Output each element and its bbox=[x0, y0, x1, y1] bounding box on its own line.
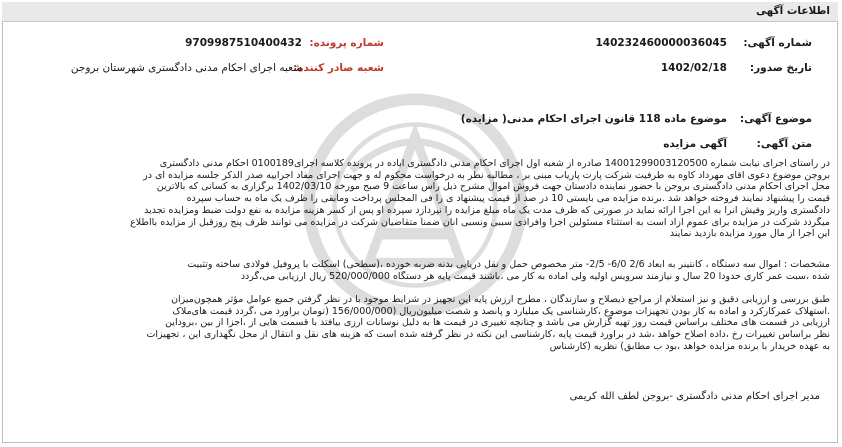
case-number-label: شماره پرونده: bbox=[309, 37, 384, 49]
issue-date-value: 1402/02/18 bbox=[660, 62, 727, 74]
paragraph-line: محل اجرای احکام مدنی دادگستری بروجن با حضور نماینده دادستان جهت فروش اموال مشرح ذیل راس ساعت 9 صبح مورخه 1402/03/10 برگزاری به کسانی که بالاترین bbox=[156, 181, 830, 193]
issuer-value: شعبه اجرای احکام مدنی دادگستری شهرستان بروجن bbox=[70, 62, 302, 74]
paragraph-line: این اجرا از مال مورد مزایده بازدید نمایند bbox=[669, 228, 830, 240]
text-value: آگهی مزایده bbox=[663, 138, 727, 150]
notice-paragraph-main bbox=[12, 158, 830, 240]
paragraph-line: دادگستری واریز وفیش آنرا به این اجرا ارائه نماید در صورتی که ظرف مدت یک ماه مبلغ مزایده را نپردازد سپرده او پس از کسر هزینه مزایده به نفع دولت ضبط ومزایده تجدید bbox=[144, 204, 830, 216]
paragraph-line: شده ،سبت عمر کاری حدودا 20 سال و نیازمند سرویس اولیه ولی آماده به کار می ،باشند قیمت پایه هر دستگاه 520/000/000 ریال ارزیابی می،گردد bbox=[240, 270, 830, 282]
ad-number-label: شماره آگهی: bbox=[743, 37, 812, 49]
paragraph-line: در راستای اجرای نیابت شماره 14001299003120500 صادره از شعبه اول اجرای احکام مدنی دادگستری آباده در پرونده کلاسه اجرای0100189 احکام مدنی دادگستری bbox=[159, 158, 830, 169]
paragraph-line: قیمت را پیشنهاد نمایند فروخته خواهد شد .برنده مزایده می بایستی 10 در صد از قیمت پیشنهاد ی را فی المجلس پرداخت ومابقی را ظرف یک ماه به حساب سپرده bbox=[186, 193, 830, 205]
notice-header bbox=[2, 2, 838, 22]
paragraph-line: مشخصات : اموال سه دستگاه ، کانتینر به ابعاد 2/6 6/0- 2/5- متر مخصوص حمل و نقل دریایی بدنه ضربه خورده ،(سطحی) اسکلت با پروفیل فولادی ساخته وتثبیت bbox=[187, 259, 830, 270]
header-title: اطلاعات آگهی bbox=[755, 5, 830, 17]
ad-number-value: 140232460000036045 bbox=[595, 37, 727, 49]
subject-label: موضوع آگهی: bbox=[739, 113, 812, 125]
issue-date-label: تاریخ صدور: bbox=[749, 62, 812, 74]
issuer-label: شعبه صادر کننده: bbox=[293, 62, 384, 74]
paragraph-line: .استهلاک عمرکارکرد و آماده به کار بودن تجهیزات موضوع ،کارشناسی یک میلیارد و پانصد و شصت میلیون‌ریال (156/000/000 (تومان برآورد می ،گردد قیمت های‌ملاک bbox=[172, 305, 830, 317]
case-number-value: 9709987510400432 bbox=[185, 37, 302, 49]
paragraph-line: ارزیابی در قسمت های مختلف براساس قیمت روز تهیه گزارش می باشد و چنانچه تغییری در قیمت ها به دلیل نوسانات ارزی بیافتد با قسمت هایی از ،اجزا از بین ،بروداین bbox=[165, 317, 830, 329]
notice-paragraph-appraisal bbox=[12, 294, 830, 353]
text-label: متن آگهی: bbox=[756, 138, 812, 150]
paragraph-line: بروجن موضوع دعوی آقای مهرداد کاوه به طرفیت شرکت پارت پاریاب مبنی بر ، مطالبه نظر به درخواست محکوم له و جهت اجرای مفاد اجراییه صدر الذکر جلسه مزایده ای در bbox=[143, 169, 830, 181]
paragraph-line: نظر براساس تغییرات رخ ،داده اصلاح خواهد ،شد در برآورد قیمت پایه ،کارشناسی این نکته در نظر گرفته شده است که هزینه های نقل و انتقال از محل نگهداری این ، تجهیزات bbox=[146, 329, 830, 341]
paragraph-line: طبق بررسی و ارزیابی دقیق و نیز استعلام از مراجع ذیصلاح و سازندگان ، مطرح ارزش پایه این تجهیز در شرایط موجود با در نظر گرفتن جمیع عوامل مؤثر همچون‌میزان bbox=[171, 294, 830, 305]
notice-paragraph-specs bbox=[12, 259, 830, 282]
subject-value: موضوع ماده 118 قانون اجرای احکام مدنی( مزایده) bbox=[460, 113, 727, 125]
paragraph-line: به عهده خریدار با برنده مزایده خواهد ،بود ب مطابق) نظریه (کارشناس bbox=[549, 340, 830, 352]
signature-line: مدیر اجرای احکام مدنی دادگستری -بروجن لطف الله کریمی bbox=[569, 391, 820, 402]
paragraph-line: میگردد شرکت در مزایده برای عموم آزاد است به استثناء مسئولین اجرا وافرادی سببی ونسبی آنان ضمناً متقاضیان شرکت در مزایده می توانند ظرف پنج روزقبل از مزایده بااطلاع bbox=[130, 216, 830, 228]
